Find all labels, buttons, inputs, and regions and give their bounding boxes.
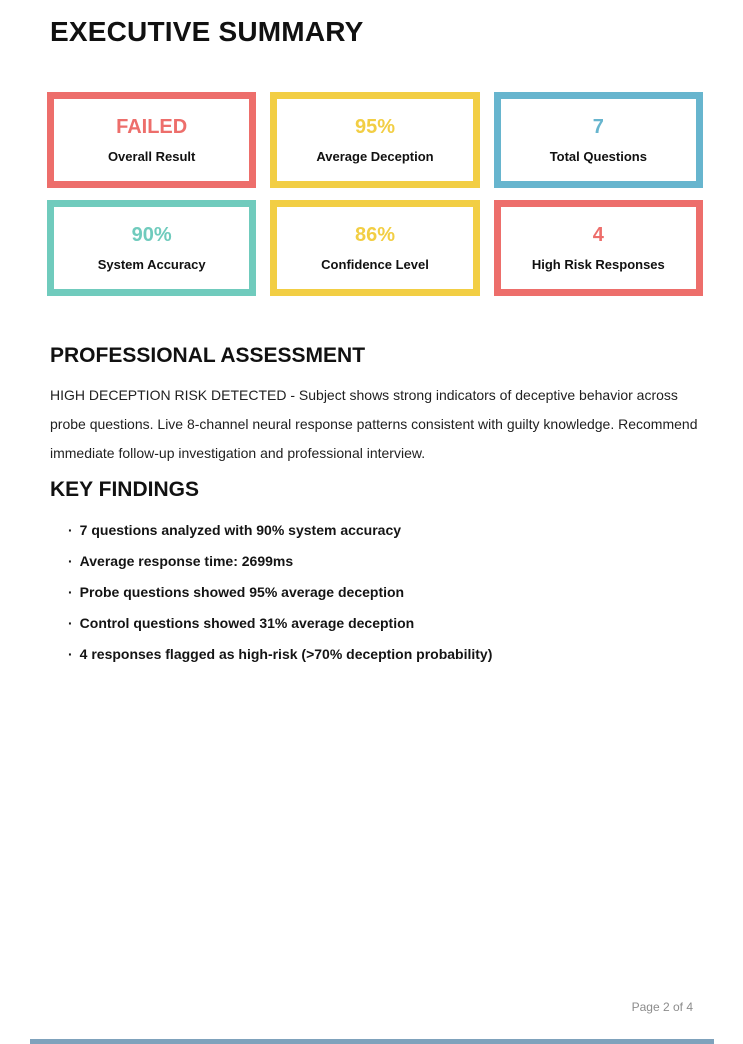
stat-card-average-deception	[270, 92, 479, 188]
bullet-marker: ·	[68, 614, 73, 631]
stat-value: 95%	[354, 116, 395, 138]
summary-stats-grid	[47, 92, 703, 296]
stat-card-total-questions	[494, 92, 703, 188]
stat-label: High Risk Responses	[531, 257, 665, 272]
stat-label: Overall Result	[107, 149, 196, 164]
next-page-accent-bar	[30, 1039, 714, 1044]
stat-value: FAILED	[116, 116, 188, 138]
stat-value: 7	[592, 116, 604, 138]
key-finding-text: 4 responses flagged as high-risk (>70% deception probability)	[79, 645, 493, 662]
key-finding-text: Control questions showed 31% average deception	[79, 614, 415, 631]
bullet-marker: ·	[68, 583, 73, 600]
key-finding-text: 7 questions analyzed with 90% system accuracy	[79, 521, 402, 538]
stat-label: Average Deception	[316, 149, 434, 164]
stat-card-confidence-level	[270, 200, 479, 296]
key-finding-text: Probe questions showed 95% average deception	[79, 583, 405, 600]
stat-card-overall-result	[47, 92, 256, 188]
stat-value: 90%	[131, 224, 172, 246]
bullet-marker: ·	[68, 521, 73, 538]
stat-card-system-accuracy	[47, 200, 256, 296]
key-finding-item	[68, 607, 708, 638]
stat-label: Confidence Level	[321, 257, 429, 272]
stat-label: Total Questions	[549, 149, 647, 164]
key-finding-item	[68, 514, 708, 545]
page-title: EXECUTIVE SUMMARY	[50, 16, 364, 47]
key-finding-text: Average response time: 2699ms	[79, 552, 294, 569]
professional-assessment-text: HIGH DECEPTION RISK DETECTED - Subject shows strong indicators of deceptive behavior across probe questions. Live 8-channel neural response patterns consistent with guilty knowledge. Recommend immediate follow-up investigation and professional interview.	[50, 387, 698, 461]
key-findings-list	[50, 514, 708, 669]
stat-value: 4	[592, 224, 604, 246]
key-finding-item	[68, 638, 708, 669]
stat-card-high-risk-responses	[494, 200, 703, 296]
key-finding-item	[68, 576, 708, 607]
key-findings-heading: KEY FINDINGS	[50, 478, 199, 501]
page-number: Page 2 of 4	[631, 1000, 693, 1014]
stat-value: 86%	[354, 224, 395, 246]
stat-label: System Accuracy	[97, 257, 206, 272]
bullet-marker: ·	[68, 552, 73, 569]
bullet-marker: ·	[68, 645, 73, 662]
professional-assessment-heading: PROFESSIONAL ASSESSMENT	[50, 344, 366, 367]
key-finding-item	[68, 545, 708, 576]
